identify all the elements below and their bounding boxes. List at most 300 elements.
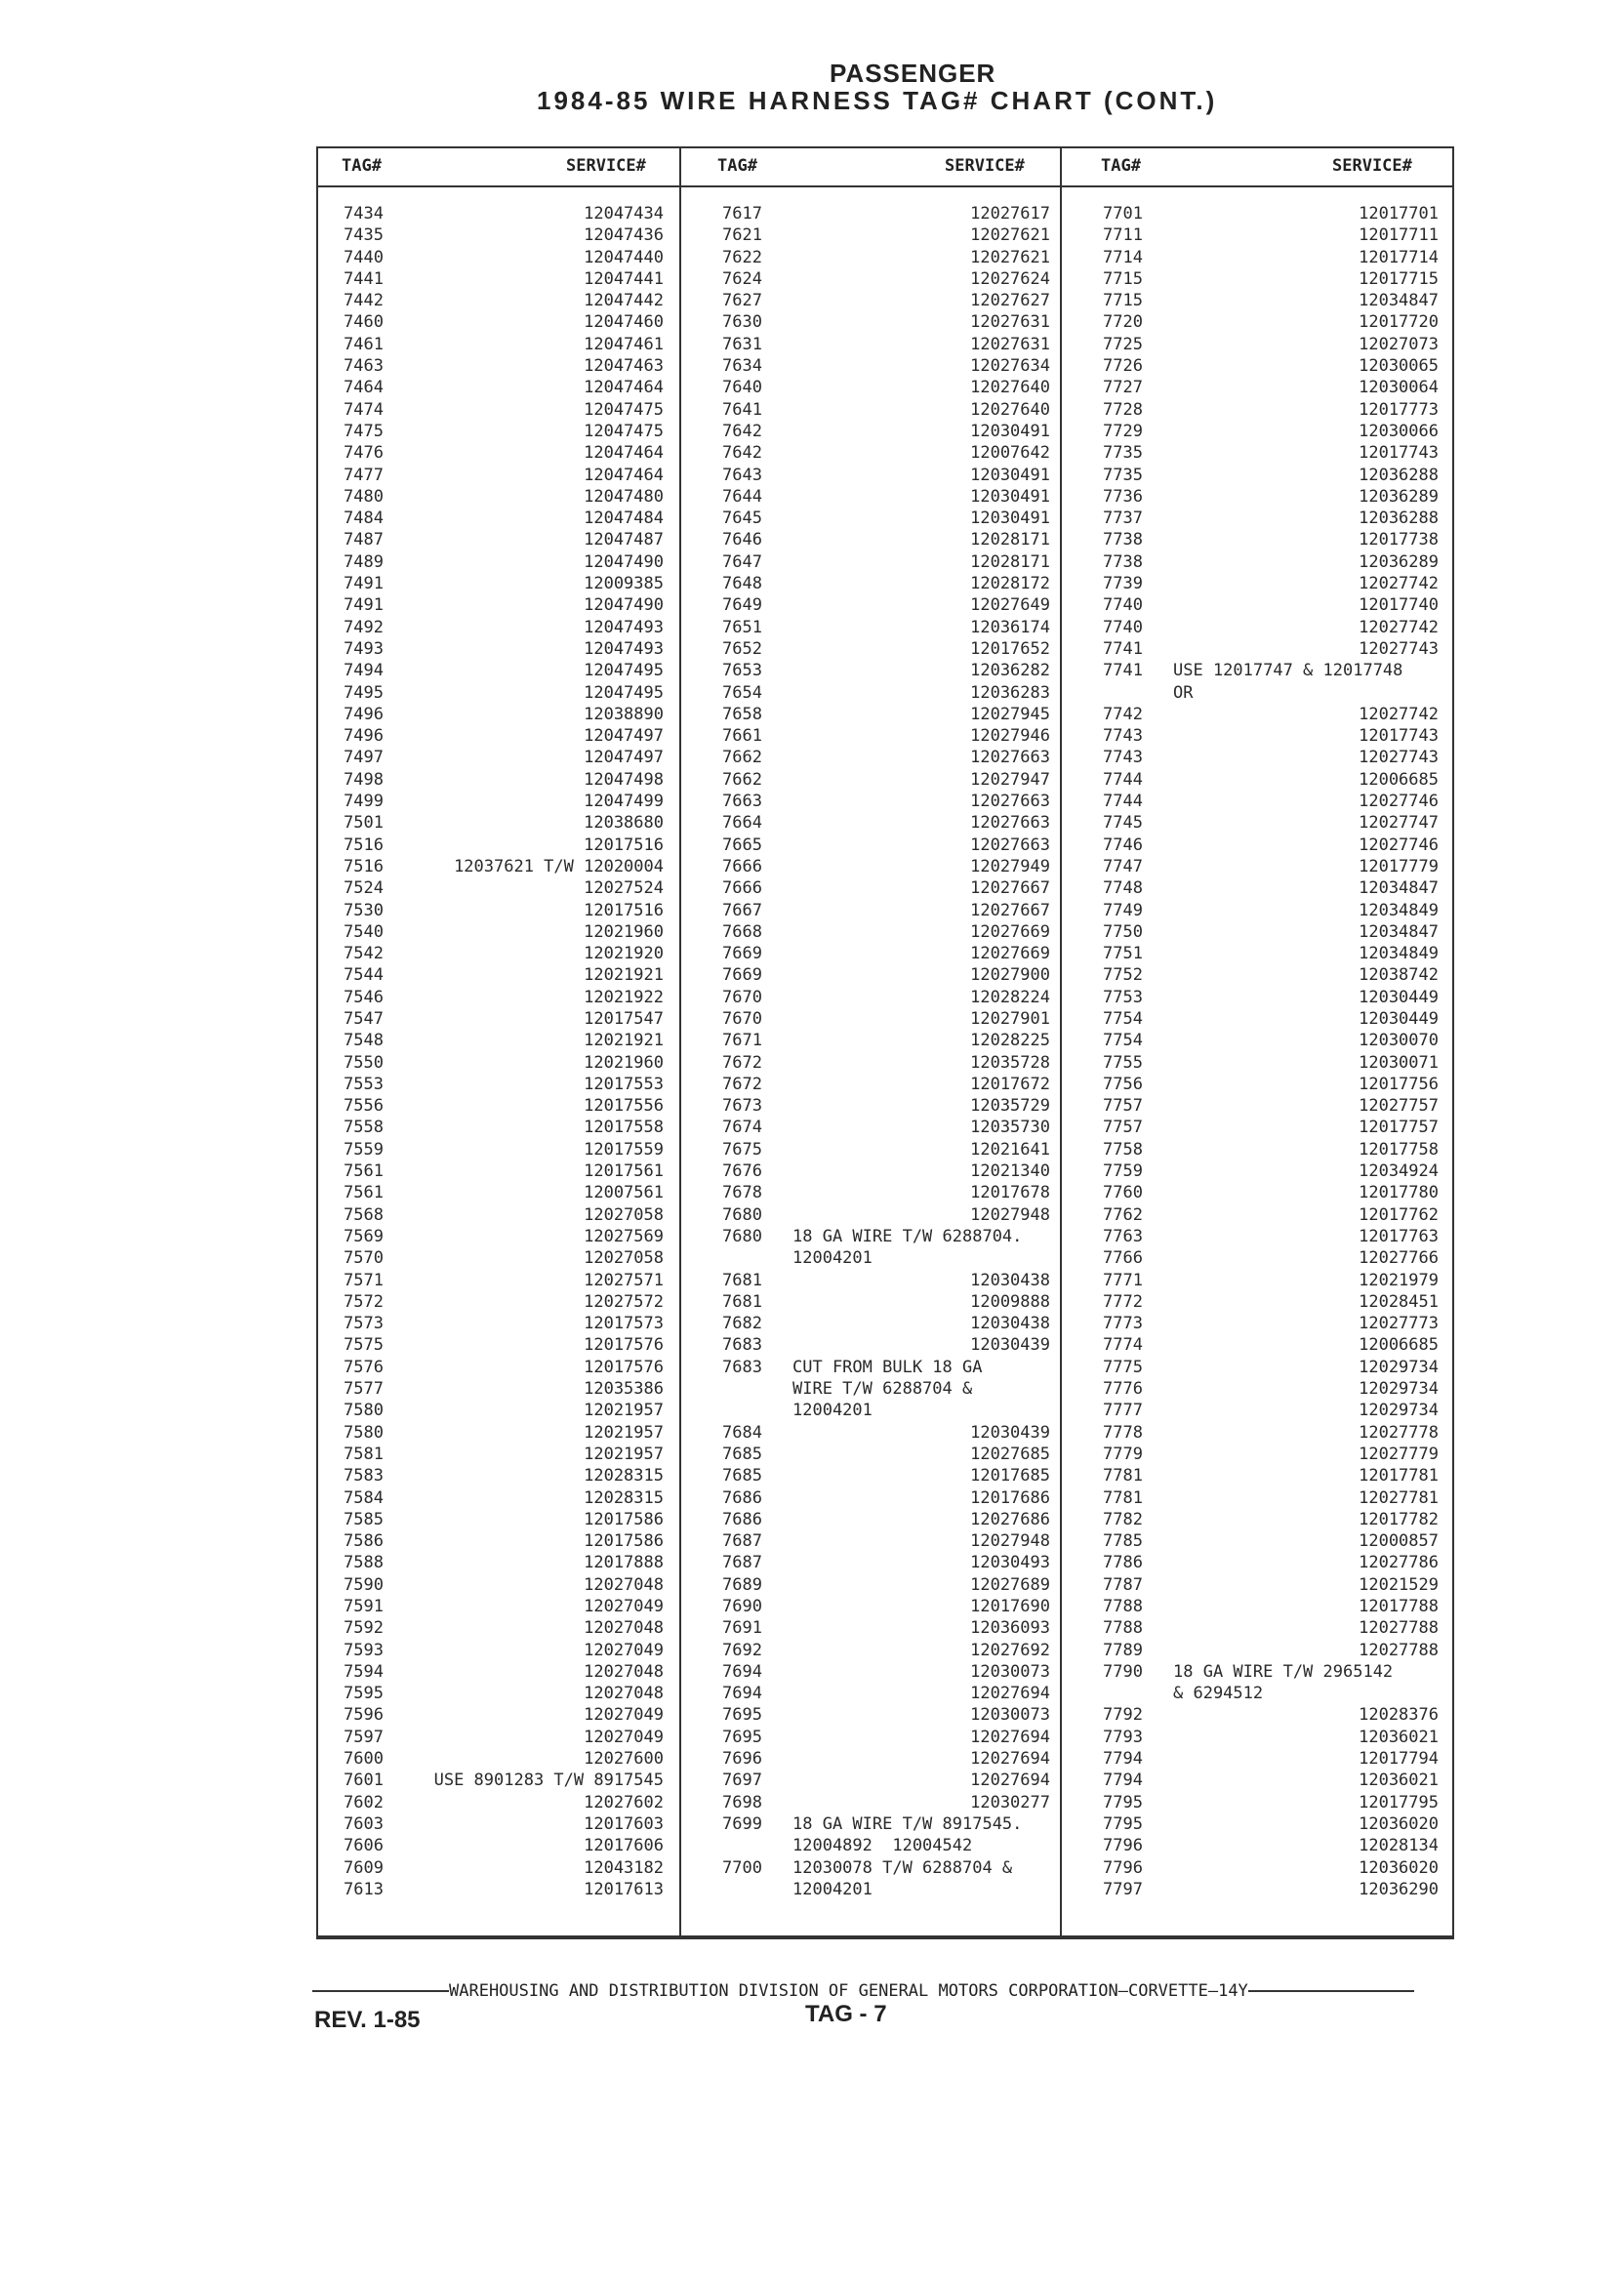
service-number: 12027058 (584, 1248, 664, 1269)
tag-number: 7662 (722, 769, 762, 790)
table-row (1103, 1422, 1439, 1444)
table-row (722, 617, 1050, 638)
tag-number: 7609 (344, 1857, 384, 1878)
table-row (344, 1117, 664, 1138)
tag-number: 7752 (1103, 965, 1143, 986)
service-number: 12028224 (970, 987, 1050, 1007)
service-number: 12017715 (1359, 268, 1439, 289)
tag-number: 7772 (1103, 1291, 1143, 1312)
tag-number: 7788 (1103, 1618, 1143, 1639)
tag-number: 7680 (722, 1204, 762, 1225)
tag-number: 7685 (722, 1466, 762, 1486)
service-number: 12017672 (970, 1074, 1050, 1094)
table-row (344, 1204, 664, 1226)
tag-number: 7756 (1103, 1074, 1143, 1094)
service-number: 12027572 (584, 1291, 664, 1312)
service-number: 12017652 (970, 638, 1050, 659)
col3-service-header: SERVICE# (1332, 156, 1412, 176)
table-row (344, 1378, 664, 1400)
table-row (344, 617, 664, 638)
tag-number: 7687 (722, 1553, 762, 1573)
tag-number: 7573 (344, 1314, 384, 1334)
service-number: 12047498 (584, 769, 664, 790)
table-row (344, 442, 664, 464)
table-row (344, 747, 664, 768)
service-number: 12047490 (584, 595, 664, 616)
service-number: 12030493 (970, 1553, 1050, 1573)
tag-number: 7460 (344, 312, 384, 333)
service-number: 12027524 (584, 878, 664, 899)
table-row (1103, 594, 1439, 616)
service-number: USE 8901283 T/W 8917545 (433, 1771, 664, 1791)
service-number: 12027778 (1359, 1422, 1439, 1443)
service-number: 12027685 (970, 1444, 1050, 1464)
table-row (722, 1334, 1050, 1356)
service-number: 12047460 (584, 312, 664, 333)
table-row (722, 594, 1050, 616)
tag-number: 7781 (1103, 1487, 1143, 1508)
service-number: 12027602 (584, 1792, 664, 1812)
tag-number: 7794 (1103, 1749, 1143, 1770)
table-row (722, 769, 1050, 791)
tag-number: 7627 (722, 291, 762, 311)
tag-number: 7442 (344, 291, 384, 311)
table-row (722, 1226, 1050, 1269)
tag-number: 7690 (722, 1597, 762, 1616)
tag-number: 7530 (344, 900, 384, 920)
table-row (1103, 508, 1439, 529)
tag-number: 7498 (344, 769, 384, 790)
service-number: 12027048 (584, 1661, 664, 1682)
tag-number: 7647 (722, 551, 762, 572)
table-row (344, 835, 664, 856)
table-row (722, 1095, 1050, 1117)
service-number: 12027669 (970, 944, 1050, 964)
table-row (722, 1422, 1050, 1444)
table-row (722, 1465, 1050, 1486)
service-number: 12017773 (1359, 399, 1439, 420)
tag-number: 7777 (1103, 1401, 1143, 1421)
col2-tag-header: TAG# (717, 156, 757, 176)
tag-number: 7558 (344, 1118, 384, 1138)
service-number: 12036282 (970, 661, 1050, 681)
tag-number: 7787 (1103, 1574, 1143, 1595)
tag-number: 7643 (722, 465, 762, 485)
tag-number: 7790 (1103, 1661, 1143, 1682)
tag-number: 7750 (1103, 921, 1143, 942)
table-row (344, 377, 664, 398)
service-number: 12030439 (970, 1422, 1050, 1443)
table-row (1103, 1748, 1439, 1770)
service-number: 12027571 (584, 1270, 664, 1290)
table-row (1103, 1074, 1439, 1095)
tag-number: 7683 (722, 1335, 762, 1356)
service-number: 12017558 (584, 1118, 664, 1138)
service-number: 12027742 (1359, 617, 1439, 637)
tag-number: 7786 (1103, 1553, 1143, 1573)
tag-number: 7624 (722, 268, 762, 289)
service-number: 12027945 (970, 704, 1050, 724)
tag-number: 7699 (722, 1813, 762, 1834)
tag-number: 7793 (1103, 1727, 1143, 1747)
tag-number: 7670 (722, 987, 762, 1007)
service-number: 12017603 (584, 1813, 664, 1834)
table-row (1103, 1052, 1439, 1074)
tag-number: 7544 (344, 965, 384, 986)
tag-number: 7727 (1103, 378, 1143, 398)
table-row (1103, 877, 1439, 899)
table-row (1103, 617, 1439, 638)
service-number: 12027049 (584, 1597, 664, 1616)
service-number: 12017685 (970, 1466, 1050, 1486)
service-number: 12034924 (1359, 1161, 1439, 1182)
table-row (1103, 1465, 1439, 1486)
service-number: 12009385 (584, 574, 664, 594)
tag-number: 7774 (1103, 1335, 1143, 1356)
service-number: 12030071 (1359, 1052, 1439, 1073)
tag-number: 7670 (722, 1008, 762, 1029)
service-number: 12027049 (584, 1727, 664, 1747)
service-number: 12027900 (970, 965, 1050, 986)
service-number: 12030438 (970, 1270, 1050, 1290)
table-row (722, 1683, 1050, 1704)
table-row (722, 1052, 1050, 1074)
tag-number: 7651 (722, 617, 762, 637)
service-number: 12027640 (970, 399, 1050, 420)
col3-tag-header: TAG# (1101, 156, 1141, 176)
service-number: 12027694 (970, 1727, 1050, 1747)
tag-number: 7743 (1103, 726, 1143, 747)
table-row (722, 551, 1050, 573)
service-number: 12021340 (970, 1161, 1050, 1182)
tag-number: 7741 (1103, 638, 1143, 659)
tag-number: 7694 (722, 1684, 762, 1704)
table-row (344, 1813, 664, 1835)
table-row (1103, 224, 1439, 246)
tag-number: 7685 (722, 1444, 762, 1464)
table-row (1103, 355, 1439, 377)
service-number: 12027694 (970, 1771, 1050, 1791)
service-number: 12047442 (584, 291, 664, 311)
table-row (1103, 1095, 1439, 1117)
tag-number: 7593 (344, 1640, 384, 1660)
table-row (344, 921, 664, 943)
table-row (722, 856, 1050, 877)
tag-number: 7746 (1103, 835, 1143, 855)
tag-number: 7492 (344, 617, 384, 637)
table-row (344, 1596, 664, 1617)
tag-number: 7649 (722, 595, 762, 616)
service-number: 12021920 (584, 944, 664, 964)
service-number: 12030070 (1359, 1031, 1439, 1051)
table-row (722, 1182, 1050, 1203)
table-row (344, 290, 664, 311)
service-number: 12034847 (1359, 291, 1439, 311)
tag-number: 7695 (722, 1727, 762, 1747)
table-row (722, 268, 1050, 290)
tag-number: 7476 (344, 443, 384, 464)
table-row (722, 529, 1050, 550)
service-number: 12017576 (584, 1335, 664, 1356)
service-number: 12027049 (584, 1640, 664, 1660)
column-divider-1 (679, 146, 681, 1937)
service-number: 12028172 (970, 574, 1050, 594)
service-number: 12047480 (584, 486, 664, 507)
service-number: 12029734 (1359, 1379, 1439, 1400)
table-row (344, 900, 664, 921)
table-row (1103, 203, 1439, 224)
tag-number: 7464 (344, 378, 384, 398)
table-row (722, 1574, 1050, 1596)
service-number: 12038742 (1359, 965, 1439, 986)
table-row (344, 1770, 664, 1791)
tag-number: 7484 (344, 509, 384, 529)
service-number: 12027617 (970, 204, 1050, 224)
service-number: 12017714 (1359, 247, 1439, 267)
tag-number: 7691 (722, 1618, 762, 1639)
service-number: 12017613 (584, 1879, 664, 1899)
table-row (722, 1813, 1050, 1856)
service-number: 12017561 (584, 1161, 664, 1182)
table-row (1103, 1574, 1439, 1596)
tag-number: 7493 (344, 638, 384, 659)
table-row (1103, 682, 1439, 704)
tag-number: 7667 (722, 900, 762, 920)
service-number: 12027600 (584, 1749, 664, 1770)
table-row (344, 203, 664, 224)
table-row (344, 1008, 664, 1030)
table-row (722, 877, 1050, 899)
service-number: 12027621 (970, 247, 1050, 267)
service-number: 12036288 (1359, 509, 1439, 529)
service-number: 12047495 (584, 682, 664, 703)
service-number: 12030491 (970, 509, 1050, 529)
tag-number: 7594 (344, 1661, 384, 1682)
tag-number: 7644 (722, 486, 762, 507)
service-number: 12027663 (970, 748, 1050, 768)
table-row (1103, 1661, 1439, 1704)
table-row (344, 1727, 664, 1748)
table-row (344, 1247, 664, 1269)
table-row (722, 682, 1050, 704)
tag-number: 7577 (344, 1379, 384, 1400)
service-number: 12021921 (584, 965, 664, 986)
service-number: 12017888 (584, 1553, 664, 1573)
table-row (722, 290, 1050, 311)
revision-label: REV. 1-85 (314, 2007, 421, 2033)
tag-number: 7726 (1103, 356, 1143, 377)
tag-number: 7715 (1103, 291, 1143, 311)
table-row (344, 1291, 664, 1313)
table-row (722, 1640, 1050, 1661)
service-number: 12007561 (584, 1183, 664, 1203)
tag-number: 7740 (1103, 617, 1143, 637)
tag-number: 7497 (344, 748, 384, 768)
tag-number: 7435 (344, 225, 384, 246)
tag-number: 7779 (1103, 1444, 1143, 1464)
service-number: 12036020 (1359, 1857, 1439, 1878)
table-row (344, 769, 664, 791)
column-3-rows (1103, 203, 1439, 1900)
table-row (722, 1792, 1050, 1813)
service-number: 12028315 (584, 1466, 664, 1486)
tag-number: 7461 (344, 334, 384, 354)
table-row (722, 1204, 1050, 1226)
table-row (344, 1640, 664, 1661)
service-number: 12017738 (1359, 530, 1439, 550)
tag-number: 7440 (344, 247, 384, 267)
tag-number: 7516 (344, 835, 384, 855)
table-row (722, 1617, 1050, 1639)
service-number: 12029734 (1359, 1401, 1439, 1421)
tag-number: 7738 (1103, 551, 1143, 572)
table-row (344, 1661, 664, 1683)
tag-number: 7556 (344, 1096, 384, 1117)
table-row (1103, 1444, 1439, 1465)
table-row (722, 311, 1050, 333)
table-row (344, 1487, 664, 1509)
service-note: 18 GA WIRE T/W 6288704. 12004201 (792, 1226, 1023, 1269)
table-row (722, 1008, 1050, 1030)
table-row (1103, 769, 1439, 791)
header-rule (316, 185, 1454, 187)
service-number: 12047487 (584, 530, 664, 550)
service-number: 12034847 (1359, 921, 1439, 942)
table-row (1103, 1727, 1439, 1748)
tag-number: 7588 (344, 1553, 384, 1573)
tag-number: 7680 (722, 1226, 762, 1246)
table-row (722, 943, 1050, 964)
col2-service-header: SERVICE# (945, 156, 1025, 176)
table-row (722, 791, 1050, 812)
tag-number: 7797 (1103, 1879, 1143, 1899)
tag-number: 7686 (722, 1509, 762, 1529)
tag-number: 7687 (722, 1531, 762, 1552)
table-row (344, 465, 664, 486)
tag-number: 7751 (1103, 944, 1143, 964)
table-row (722, 900, 1050, 921)
tag-number: 7735 (1103, 465, 1143, 485)
service-number: 12017781 (1359, 1466, 1439, 1486)
tag-number: 7559 (344, 1139, 384, 1160)
service-number: 12017762 (1359, 1204, 1439, 1225)
table-row (1103, 1640, 1439, 1661)
table-row (722, 377, 1050, 398)
service-number: 12017779 (1359, 856, 1439, 876)
tag-number: 7547 (344, 1008, 384, 1029)
tag-number: 7735 (1103, 443, 1143, 464)
tag-number: 7686 (722, 1487, 762, 1508)
table-row (344, 791, 664, 812)
table-row (344, 1879, 664, 1900)
table-row (722, 224, 1050, 246)
service-number: 12021957 (584, 1444, 664, 1464)
table-row (1103, 1117, 1439, 1138)
tag-number: 7669 (722, 944, 762, 964)
service-number: 12027667 (970, 900, 1050, 920)
tag-number: 7673 (722, 1096, 762, 1117)
tag-number: 7542 (344, 944, 384, 964)
tag-number: 7671 (722, 1031, 762, 1051)
service-number: 12017516 (584, 835, 664, 855)
table-row (722, 1139, 1050, 1160)
table-row (1103, 1378, 1439, 1400)
tag-number: 7684 (722, 1422, 762, 1443)
service-number: 12017516 (584, 900, 664, 920)
tag-number: 7569 (344, 1226, 384, 1246)
service-number: 12038680 (584, 813, 664, 834)
service-number: 12030066 (1359, 421, 1439, 441)
service-number: 12027621 (970, 225, 1050, 246)
table-row (1103, 1139, 1439, 1160)
table-row (344, 1030, 664, 1051)
tag-number: 7590 (344, 1574, 384, 1595)
service-number: 12027742 (1359, 704, 1439, 724)
service-number: 12017559 (584, 1139, 664, 1160)
table-row (344, 943, 664, 964)
service-number: 12027692 (970, 1640, 1050, 1660)
service-number: 12017720 (1359, 312, 1439, 333)
service-number: 12047490 (584, 551, 664, 572)
service-number: 12027779 (1359, 1444, 1439, 1464)
table-row (722, 1030, 1050, 1051)
tag-number: 7744 (1103, 769, 1143, 790)
tag-number: 7600 (344, 1749, 384, 1770)
table-row (1103, 1270, 1439, 1291)
table-row (1103, 1770, 1439, 1791)
table-row (722, 1879, 1050, 1900)
tag-number: 7496 (344, 726, 384, 747)
tag-number: 7434 (344, 204, 384, 224)
table-row (1103, 465, 1439, 486)
table-row (722, 747, 1050, 768)
tag-number: 7568 (344, 1204, 384, 1225)
table-row (722, 1704, 1050, 1726)
table-row (344, 725, 664, 747)
service-number: 12036020 (1359, 1813, 1439, 1834)
service-number: 12027746 (1359, 835, 1439, 855)
table-row (722, 421, 1050, 442)
table-row (1103, 987, 1439, 1008)
tag-number: 7570 (344, 1248, 384, 1269)
service-number: 12028376 (1359, 1705, 1439, 1726)
tag-number: 7701 (1103, 204, 1143, 224)
tag-number: 7737 (1103, 509, 1143, 529)
service-number: 12027663 (970, 813, 1050, 834)
tag-number: 7646 (722, 530, 762, 550)
service-number: 12036289 (1359, 486, 1439, 507)
table-row (1103, 638, 1439, 660)
tag-number: 7689 (722, 1574, 762, 1595)
table-row (344, 486, 664, 508)
service-number: 12017686 (970, 1487, 1050, 1508)
table-row (344, 1052, 664, 1074)
tag-number: 7648 (722, 574, 762, 594)
table-row (722, 1552, 1050, 1573)
tag-number: 7682 (722, 1314, 762, 1334)
tag-number: 7668 (722, 921, 762, 942)
service-number: 12017740 (1359, 595, 1439, 616)
tag-number: 7755 (1103, 1052, 1143, 1073)
tag-number: 7561 (344, 1161, 384, 1182)
table-row (1103, 551, 1439, 573)
tag-number: 7491 (344, 574, 384, 594)
table-row (344, 247, 664, 268)
table-row (722, 1444, 1050, 1465)
table-row (344, 1444, 664, 1465)
service-number: 12028171 (970, 551, 1050, 572)
tag-number: 7748 (1103, 878, 1143, 899)
